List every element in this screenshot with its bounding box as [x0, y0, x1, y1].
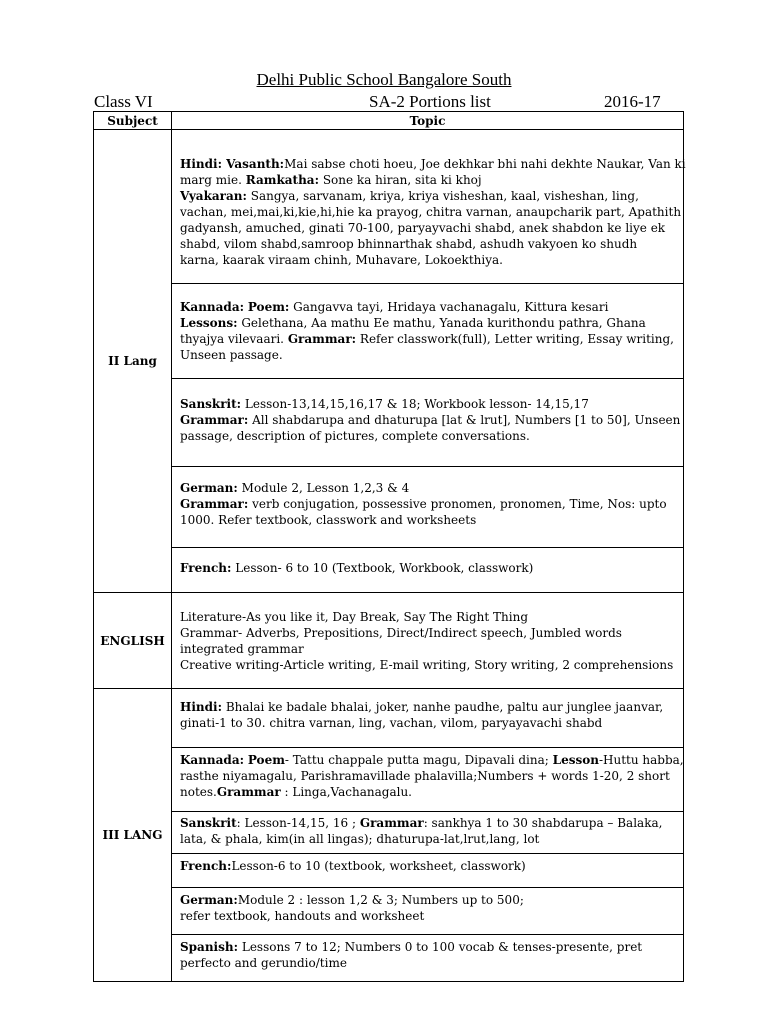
topic-heading: Lessons: — [180, 316, 238, 330]
topic-line — [180, 512, 679, 528]
topic-heading: Kannada: — [180, 753, 245, 767]
topic-text: Literature-As you like it, Day Break, Say The Right Thing — [180, 610, 528, 624]
topic-text: perfecto and gerundio/time — [180, 956, 347, 970]
topic-line — [180, 299, 679, 315]
table-row — [94, 379, 684, 467]
topic-column-header: Topic — [172, 112, 684, 130]
topic-line — [180, 715, 679, 731]
portions-table — [93, 111, 684, 982]
academic-year: 2016-17 — [604, 92, 661, 111]
topic-heading: Hindi: — [180, 700, 222, 714]
topic-text: Sangya, sarvanam, kriya, kriya visheshan, kaal, visheshan, ling, — [246, 189, 639, 203]
topic-text: Bhalai ke badale bhalai, joker, nanhe paudhe, paltu aur junglee jaanvar, — [222, 700, 664, 714]
topic-line — [180, 172, 679, 188]
topic-text: verb conjugation, possessive pronomen, pronomen, Time, Nos: upto — [248, 497, 667, 511]
class-label: Class VI — [94, 92, 153, 111]
topic-line — [180, 236, 679, 252]
topic-line — [180, 609, 679, 625]
topic-line — [180, 641, 679, 657]
topic-heading: French: — [180, 561, 232, 575]
topic-heading: Hindi: Vasanth: — [180, 157, 285, 171]
topic-text: rasthe niyamagalu, Parishramavillade phalavilla;Numbers + words 1-20, 2 short — [180, 769, 670, 783]
topic-text: Creative writing-Article writing, E-mail writing, Story writing, 2 comprehensions — [180, 658, 674, 672]
topic-heading: Poem: — [247, 300, 290, 314]
topic-text: Lesson-13,14,15,16,17 & 18; Workbook lesson- 14,15,17 — [241, 397, 589, 411]
topic-line — [180, 428, 679, 444]
topic-text: passage, description of pictures, complete conversations. — [180, 429, 530, 443]
topic-line — [180, 220, 679, 236]
topic-line — [180, 752, 684, 768]
topic-text: thyajya vilevaari. — [180, 332, 288, 346]
table-row — [94, 748, 684, 812]
topic-cell-iii-lang-french — [172, 854, 684, 888]
topic-line — [180, 188, 679, 204]
topic-line — [180, 831, 679, 847]
topic-text: : Lesson-14,15, 16 ; — [236, 816, 360, 830]
table-row — [94, 888, 684, 935]
topic-line — [180, 625, 679, 641]
table-row — [94, 130, 684, 284]
topic-line — [180, 480, 679, 496]
topic-text: gadyansh, amuched, ginati 70-100, paryayvachi shabd, anek shabdon ke liye ek — [180, 221, 666, 235]
topic-cell-ii-lang-french — [172, 548, 684, 593]
table-row — [94, 284, 684, 379]
topic-cell-iii-lang-hindi — [172, 689, 684, 748]
topic-heading: Sanskrit: — [180, 397, 242, 411]
topic-text: Grammar- Adverbs, Prepositions, Direct/Indirect speech, Jumbled words — [180, 626, 622, 640]
topic-text: ginati-1 to 30. chitra varnan, ling, vachan, vilom, paryayavachi shabd — [180, 716, 603, 730]
table-row — [94, 689, 684, 748]
topic-line — [180, 699, 679, 715]
subject-cell-iii-lang: III LANG — [94, 689, 172, 982]
topic-heading: Kannada: — [180, 300, 245, 314]
table-header-row — [94, 112, 684, 130]
topic-text: Lessons 7 to 12; Numbers 0 to 100 vocab & tenses-presente, pret — [238, 940, 643, 954]
table-row — [94, 593, 684, 689]
topic-text: Unseen passage. — [180, 348, 283, 362]
topic-text: notes. — [180, 785, 217, 799]
topic-text: Refer classwork(full), Letter writing, Essay writing, — [356, 332, 674, 346]
topic-cell-ii-lang-sanskrit — [172, 379, 684, 467]
topic-text: Gelethana, Aa mathu Ee mathu, Yanada kurithondu pathra, Ghana — [237, 316, 646, 330]
topic-heading: Grammar — [216, 785, 281, 799]
topic-text: vachan, mei,mai,ki,kie,hi,hie ka prayog, chitra varnan, anaupcharik part, Apathith — [180, 205, 682, 219]
topic-heading: German: — [180, 893, 238, 907]
table-row — [94, 935, 684, 982]
topic-text: - Tattu chappale putta magu, Dipavali dina; — [284, 753, 553, 767]
topic-line — [180, 560, 679, 576]
topic-cell-iii-lang-kannada — [172, 748, 684, 812]
topic-text: integrated grammar — [180, 642, 304, 656]
topic-line — [180, 204, 682, 220]
topic-text: -Huttu habba, — [598, 753, 684, 767]
topic-text: All shabdarupa and dhaturupa [lat & lrut], Numbers [1 to 50], Unseen — [248, 413, 681, 427]
topic-heading: Poem — [247, 753, 285, 767]
topic-cell-iii-lang-sanskrit — [172, 812, 684, 854]
topic-cell-ii-lang-kannada — [172, 284, 684, 379]
topic-text: Sone ka hiran, sita ki khoj — [319, 173, 482, 187]
topic-line — [180, 908, 679, 924]
topic-heading: French: — [180, 859, 232, 873]
topic-line — [180, 815, 679, 831]
topic-line — [180, 156, 686, 172]
topic-text: lata, & phala, kim(in all lingas); dhaturupa-lat,lrut,lang, lot — [180, 832, 540, 846]
topic-heading: Grammar — [359, 816, 424, 830]
topic-heading: Lesson — [552, 753, 599, 767]
table-row — [94, 548, 684, 593]
topic-text: : sankhya 1 to 30 shabdarupa – Balaka, — [423, 816, 663, 830]
topic-heading: Sanskrit — [180, 816, 237, 830]
topic-heading: Spanish: — [180, 940, 239, 954]
exam-title: SA-2 Portions list — [369, 92, 491, 111]
table-body — [94, 130, 684, 982]
subject-cell-ii-lang: II Lang — [94, 130, 172, 593]
topic-line — [180, 396, 679, 412]
topic-cell-ii-lang-german — [172, 467, 684, 548]
topic-text: Module 2, Lesson 1,2,3 & 4 — [237, 481, 410, 495]
topic-line — [180, 347, 679, 363]
topic-cell-iii-lang-german — [172, 888, 684, 935]
topic-heading: Grammar: — [180, 497, 249, 511]
topic-text: Lesson- 6 to 10 (Textbook, Workbook, classwork) — [231, 561, 534, 575]
topic-line — [180, 768, 679, 784]
topic-line — [180, 331, 679, 347]
topic-heading: Grammar: — [180, 413, 249, 427]
topic-text: Module 2 : lesson 1,2 & 3; Numbers up to 500; — [237, 893, 524, 907]
table-row — [94, 467, 684, 548]
subject-cell-english: ENGLISH — [94, 593, 172, 689]
topic-line — [180, 496, 679, 512]
topic-text: Lesson-6 to 10 (textbook, worksheet, classwork) — [231, 859, 526, 873]
table-row — [94, 854, 684, 888]
topic-cell-english — [172, 593, 684, 689]
topic-line — [180, 955, 679, 971]
topic-text: marg mie. — [180, 173, 246, 187]
topic-text: : Linga,Vachanagalu. — [280, 785, 412, 799]
topic-line — [180, 315, 679, 331]
school-name: Delhi Public School Bangalore South — [256, 70, 512, 89]
topic-cell-iii-lang-spanish — [172, 935, 684, 982]
topic-cell-ii-lang-hindi — [172, 130, 684, 284]
topic-heading: Grammar: — [287, 332, 357, 346]
topic-line — [180, 784, 679, 800]
topic-line — [180, 939, 679, 955]
topic-line — [180, 657, 679, 673]
topic-text: refer textbook, handouts and worksheet — [180, 909, 425, 923]
topic-text: Mai sabse choti hoeu, Joe dekhkar bhi nahi dekhte Naukar, Van ki — [284, 157, 686, 171]
topic-heading: German: — [180, 481, 238, 495]
topic-text: karna, kaarak viraam chinh, Muhavare, Lokoekthiya. — [180, 253, 503, 267]
topic-text: 1000. Refer textbook, classwork and worksheets — [180, 513, 477, 527]
topic-text: Gangavva tayi, Hridaya vachanagalu, Kittura kesari — [289, 300, 609, 314]
topic-line — [180, 252, 679, 268]
topic-heading: Vyakaran: — [180, 189, 247, 203]
topic-line — [180, 892, 679, 908]
topic-text: shabd, vilom shabd,samroop bhinnarthak shabd, ashudh vakyoen ko shudh — [180, 237, 638, 251]
topic-line — [180, 858, 679, 874]
table-row — [94, 812, 684, 854]
topic-line — [180, 412, 679, 428]
subject-column-header: Subject — [94, 112, 172, 130]
topic-heading: Ramkatha: — [245, 173, 320, 187]
